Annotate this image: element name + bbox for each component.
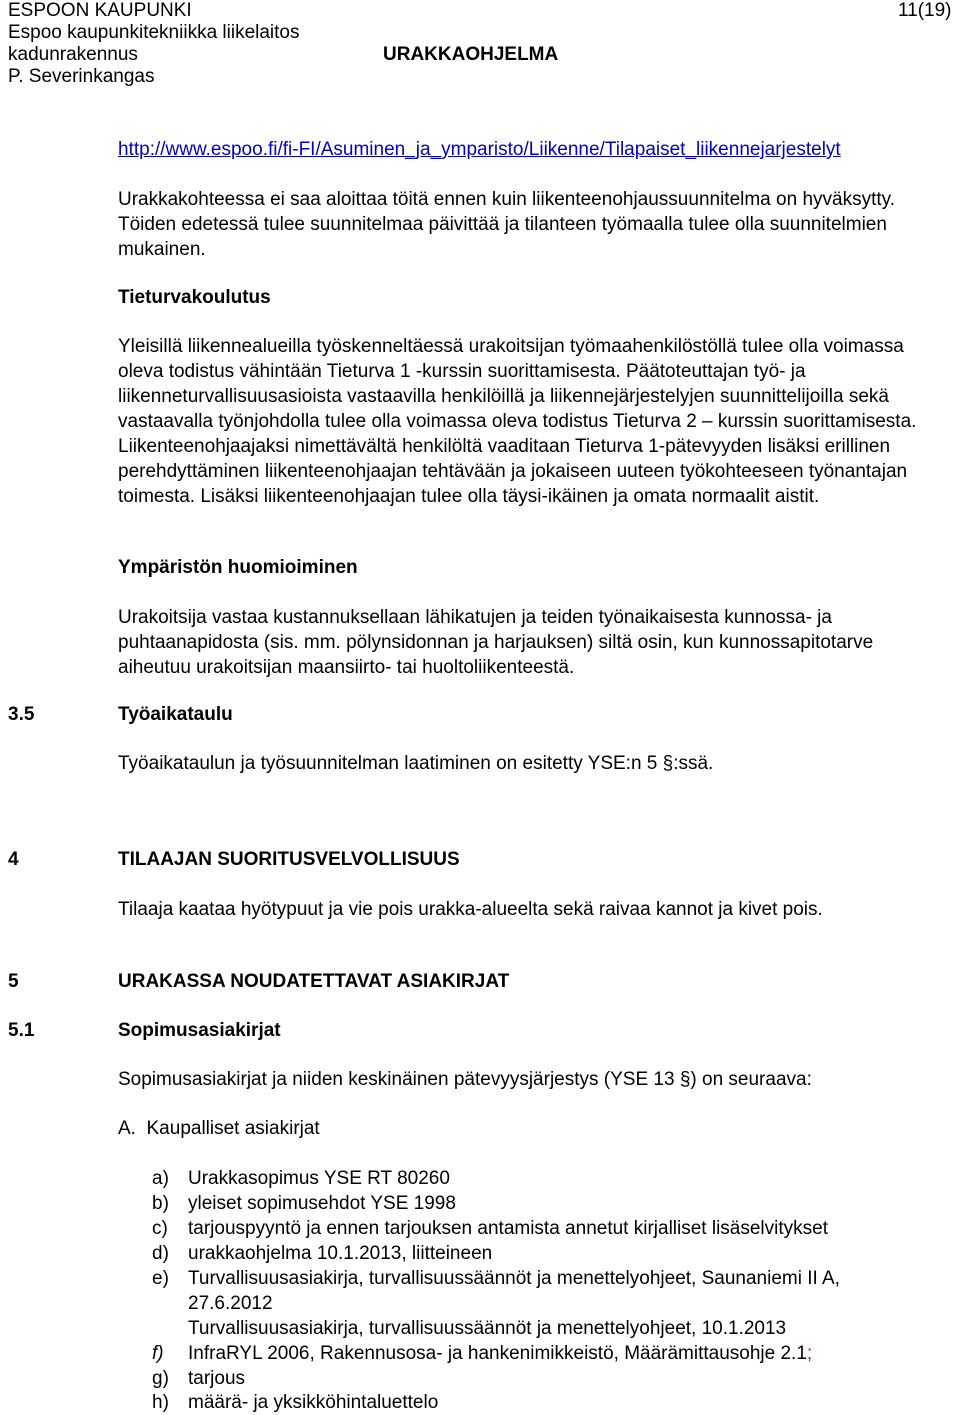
- list-item: [152, 1191, 456, 1216]
- tilapaiset-liikennejarjestelyt-link[interactable]: http://www.espoo.fi/fi-FI/Asuminen_ja_ymparisto/Liikenne/Tilapaiset_liikennejarjestelyt: [118, 139, 841, 160]
- list-item: [152, 1216, 828, 1241]
- list-item: [152, 1366, 245, 1391]
- list-item: [152, 1166, 450, 1191]
- list-item-text: Turvallisuusasiakirja, turvallisuussäännöt ja menettelyohjeet, 10.1.2013: [188, 1318, 787, 1339]
- section-5-1-title: Sopimusasiakirjat: [118, 1020, 281, 1041]
- list-item-text: 27.6.2012: [188, 1293, 273, 1314]
- list-item-label: c): [152, 1218, 168, 1239]
- list-item-label: d): [152, 1243, 169, 1264]
- section-3-5-title: Työaikataulu: [118, 704, 233, 725]
- group-a-heading: A. Kaupalliset asiakirjat: [118, 1118, 320, 1139]
- paragraph-tilaaja: Tilaaja kaataa hyötypuut ja vie pois urakka-alueelta sekä raivaa kannot ja kivet pois.: [118, 899, 823, 920]
- list-item-text: [188, 1341, 812, 1366]
- section-5-number: 5: [8, 971, 19, 992]
- list-item: [152, 1266, 840, 1291]
- section-3-5-number: 3.5: [8, 704, 35, 725]
- header-person: P. Severinkangas: [8, 66, 155, 87]
- heading-tieturvakoulutus: Tieturvakoulutus: [118, 287, 271, 308]
- list-item: [152, 1390, 438, 1415]
- list-item-text: Urakkasopimus YSE RT 80260: [188, 1168, 450, 1189]
- header-page-number: 11(19): [898, 0, 952, 21]
- list-item-text: tarjouspyyntö ja ennen tarjouksen antamista annetut kirjalliset lisäselvitykset: [188, 1218, 828, 1239]
- heading-environment: Ympäristön huomioiminen: [118, 557, 358, 578]
- list-item-suffix: ;: [806, 1343, 813, 1364]
- list-item-text: yleiset sopimusehdot YSE 1998: [188, 1193, 456, 1214]
- section-4-number: 4: [8, 849, 19, 870]
- paragraph-tyoaikataulu: Työaikataulun ja työsuunnitelman laatiminen on esitetty YSE:n 5 §:ssä.: [118, 753, 714, 774]
- section-4-title: TILAAJAN SUORITUSVELVOLLISUUS: [118, 849, 460, 870]
- list-item-text: tarjous: [188, 1368, 246, 1389]
- list-item-label: g): [152, 1368, 169, 1389]
- list-item-label: h): [152, 1392, 169, 1413]
- paragraph-tieturva: [118, 334, 938, 509]
- list-item-label: f): [152, 1343, 164, 1364]
- list-item: [152, 1316, 786, 1341]
- list-item-text-main: InfraRYL 2006, Rakennusosa- ja hankenimikkeistö, Määrämittausohje 2.1: [188, 1343, 807, 1364]
- header-doc-type: URAKKAOHJELMA: [383, 44, 559, 65]
- paragraph-environment-text: Urakoitsija vastaa kustannuksellaan lähikatujen ja teiden työnaikaisesta kunnossa- ja puhtaanapidosta (sis. mm. pölynsidonnan ja harjauksen) siltä osin, kun kunnossapitotarve aiheutuu urakoitsijan maansiirto- tai huoltoliikenteestä.: [118, 607, 874, 678]
- header-unit: Espoo kaupunkitekniikka liikelaitos: [8, 22, 300, 43]
- paragraph-traffic-plan-text: Urakkakohteessa ei saa aloittaa töitä ennen kuin liikenteenohjaussuunnitelma on hyväksytty. Töiden edetessä tulee suunnitelmaa päivittää ja tilanteen työmaalla tulee olla suunnitelmien mukainen.: [118, 189, 896, 260]
- paragraph-tieturva-text: Yleisillä liikennealueilla työskenneltäessä urakoitsijan työmaahenkilöstöllä tulee olla voimassa oleva todistus vähintään Tieturva 1 -kurssin suorittamisesta. Päätoteuttajan työ- ja liikenneturvallisuusasioista vastaavilla henkilöillä ja liikennejärjestelyjen suunnittelijoilla sekä vastaavalla työnjohdolla tulee olla voimassa oleva todistus Tieturva 2 – kurssin suorittamisesta. Liikenteenohjaajaksi nimettävältä henkilöltä vaaditaan Tieturva 1-pätevyyden lisäksi erillinen perehdyttäminen liikenteenohjaajan tehtävään ja jokaiseen uuteen työkohteeseen työnantajan toimesta. Lisäksi liikenteenohjaajan tulee olla täysi-ikäinen ja omata normaalit aistit.: [118, 336, 917, 507]
- list-item-label: a): [152, 1168, 169, 1189]
- list-item-label: e): [152, 1268, 169, 1289]
- list-item: [152, 1241, 492, 1266]
- section-5-1-number: 5.1: [8, 1020, 35, 1041]
- paragraph-traffic-plan: [118, 187, 938, 262]
- paragraph-sopimusasiakirjat: Sopimusasiakirjat ja niiden keskinäinen pätevyysjärjestys (YSE 13 §) on seuraava:: [118, 1069, 812, 1090]
- header-dept: kadunrakennus: [8, 44, 138, 65]
- paragraph-environment: [118, 605, 938, 680]
- list-item-text: urakkaohjelma 10.1.2013, liitteineen: [188, 1243, 493, 1264]
- list-item-text: Turvallisuusasiakirja, turvallisuussäännöt ja menettelyohjeet, Saunaniemi II A,: [188, 1268, 840, 1289]
- list-item: [152, 1341, 812, 1366]
- list-item: [152, 1291, 273, 1316]
- section-5-title: URAKASSA NOUDATETTAVAT ASIAKIRJAT: [118, 971, 510, 992]
- list-item-label: b): [152, 1193, 169, 1214]
- list-item-text: määrä- ja yksikköhintaluettelo: [188, 1392, 439, 1413]
- header-org: ESPOON KAUPUNKI: [8, 0, 192, 21]
